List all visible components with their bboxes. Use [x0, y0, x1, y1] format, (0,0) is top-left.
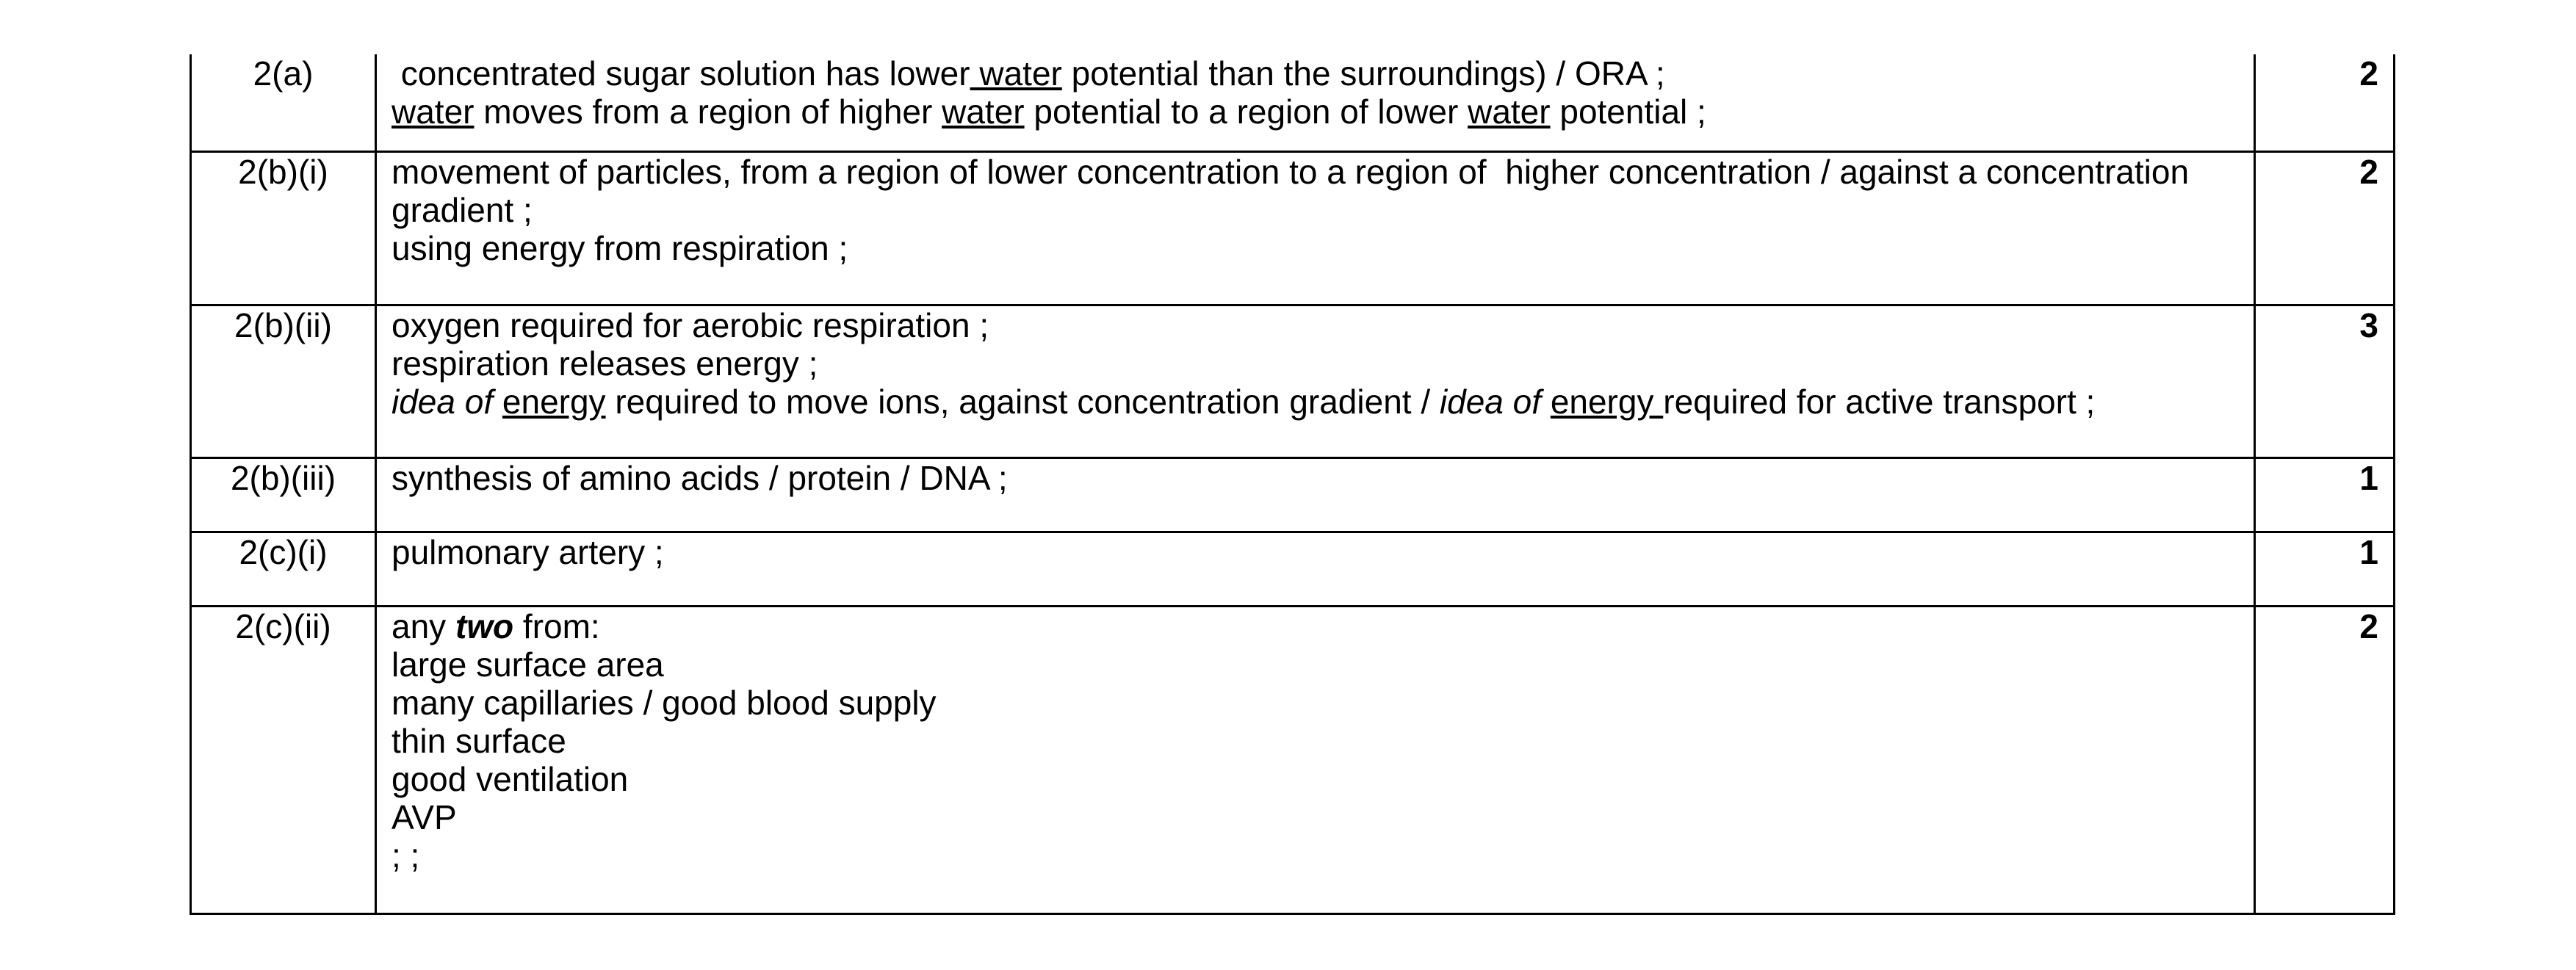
answer-text [493, 383, 502, 421]
underlined-text: water [392, 93, 475, 131]
marks-cell: 1 [2255, 532, 2395, 606]
answer-text: movement of particles, from a region of lower concentration to a region of higher concentration / against a concentration [392, 152, 2190, 191]
marks-cell: 2 [2255, 151, 2395, 305]
answer-text: using energy from respiration ; [392, 228, 848, 267]
answer-cell [376, 457, 2255, 532]
marks-cell: 3 [2255, 305, 2395, 457]
answer-line [392, 798, 2239, 836]
answer-line [392, 306, 2239, 344]
answer-line [392, 383, 2239, 421]
underlined-text: energy [502, 382, 606, 421]
answer-line [392, 229, 2239, 267]
mark-scheme-table [190, 54, 2395, 915]
table-row [191, 305, 2395, 457]
answer-text: synthesis of amino acids / protein / DNA ; [392, 458, 1008, 497]
answer-text: any [392, 607, 455, 645]
answer-line [392, 153, 2239, 191]
answer-cell [376, 54, 2255, 151]
question-number: 2(b)(i) [191, 151, 376, 305]
table-row [191, 606, 2395, 913]
table-row [191, 457, 2395, 532]
answer-text: oxygen required for aerobic respiration ; [392, 305, 989, 344]
answer-line [392, 684, 2239, 722]
answer-text: required for active transport ; [1663, 382, 2096, 421]
answer-text: potential ; [1550, 93, 1706, 131]
answer-text: respiration releases energy ; [392, 344, 818, 383]
answer-text: from: [513, 607, 600, 645]
answer-text: concentrated sugar solution has lower [392, 54, 970, 93]
emphasis-text: idea of [392, 382, 494, 421]
answer-line [392, 645, 2239, 684]
table-row [191, 532, 2395, 606]
answer-text: ; ; [392, 836, 420, 875]
answer-cell [376, 305, 2255, 457]
answer-text: pulmonary artery ; [392, 532, 664, 571]
answer-line [392, 459, 2239, 497]
underlined-text: water [970, 54, 1062, 93]
question-number: 2(c)(ii) [191, 606, 376, 913]
answer-text: thin surface [392, 721, 566, 760]
question-number: 2(b)(iii) [191, 457, 376, 532]
answer-text: good ventilation [392, 759, 629, 798]
answer-cell [376, 532, 2255, 606]
answer-line [392, 93, 2239, 131]
question-number: 2(a) [191, 54, 376, 151]
answer-line [392, 836, 2239, 875]
marks-cell: 2 [2255, 606, 2395, 913]
answer-text: many capillaries / good blood supply [392, 683, 937, 722]
answer-line [392, 54, 2239, 93]
answer-line [392, 607, 2239, 645]
answer-line [392, 344, 2239, 383]
table-row [191, 151, 2395, 305]
table-row [191, 54, 2395, 151]
answer-line [392, 722, 2239, 760]
answer-cell [376, 606, 2255, 913]
underlined-text: water [1468, 93, 1551, 131]
question-number: 2(c)(i) [191, 532, 376, 606]
emphasis-text: two [455, 607, 514, 645]
answer-line [392, 191, 2239, 229]
answer-text: moves from a region of higher [474, 93, 942, 131]
marks-cell: 1 [2255, 457, 2395, 532]
answer-text: required to move ions, against concentration gradient / [605, 382, 1440, 421]
answer-text: gradient ; [392, 190, 533, 229]
question-number: 2(b)(ii) [191, 305, 376, 457]
underlined-text: water [942, 93, 1025, 131]
emphasis-text: idea of [1439, 382, 1542, 421]
marks-cell: 2 [2255, 54, 2395, 151]
answer-line [392, 760, 2239, 798]
answer-text: potential than the surroundings) / ORA ; [1061, 54, 1665, 93]
answer-line [392, 533, 2239, 571]
answer-text: AVP [392, 797, 457, 836]
answer-cell [376, 151, 2255, 305]
answer-text: potential to a region of lower [1024, 93, 1468, 131]
answer-text: large surface area [392, 645, 664, 684]
underlined-text: energy [1550, 382, 1664, 421]
answer-text [1541, 383, 1551, 421]
